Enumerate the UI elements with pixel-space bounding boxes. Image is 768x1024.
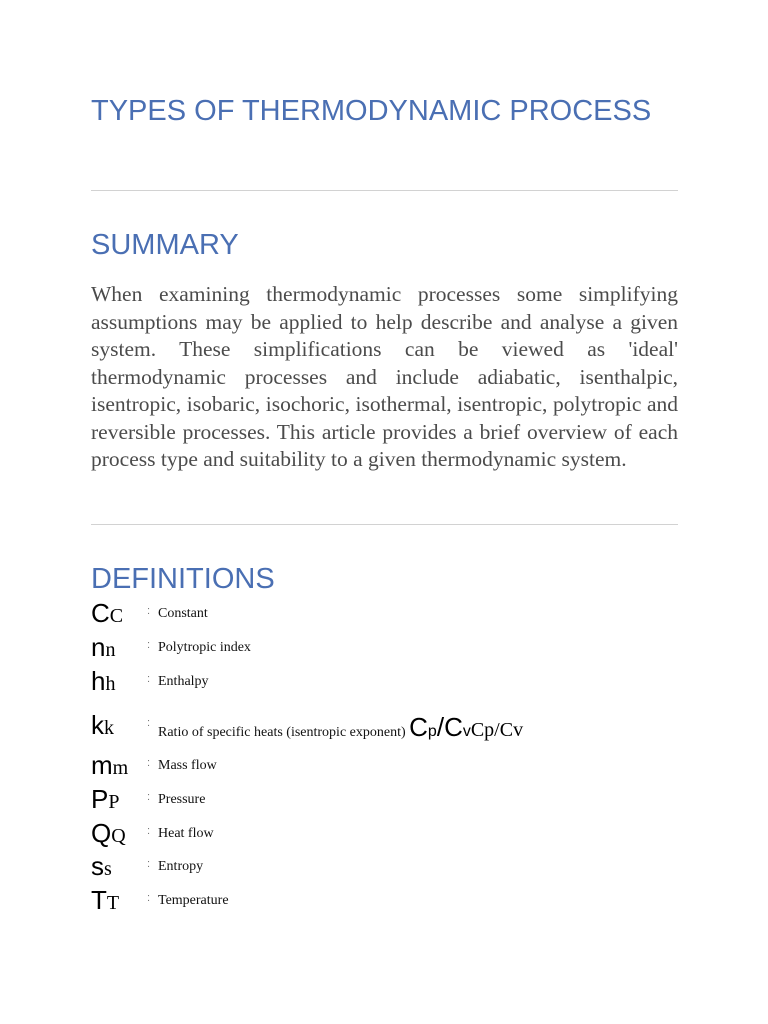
definition-description: Entropy	[158, 859, 204, 874]
definition-symbol: kk	[91, 710, 114, 740]
summary-paragraph: When examining thermodynamic processes some simplifying assumptions may be applied to help describe and analyse a given system. These simplifications can be viewed as 'ideal' thermodynamic processes and include adiabatic, isenthalpic, isentropic, isobaric, isochoric, isothermal, isentropic, polytropic and reversible processes. This article provides a brief overview of each process type and suitability to a given thermodynamic system.	[91, 282, 678, 471]
definition-description: Enthalpy	[158, 674, 209, 689]
definition-description: Temperature	[158, 893, 229, 908]
definition-separator: :	[147, 858, 151, 870]
definition-separator: :	[147, 791, 151, 803]
definition-symbol: QQ	[91, 818, 126, 848]
definition-symbol: CC	[91, 598, 124, 628]
definition-separator: :	[147, 892, 151, 904]
definitions-heading: DEFINITIONS	[91, 563, 275, 595]
definition-row-p	[91, 782, 691, 816]
definition-separator: :	[147, 757, 151, 769]
definition-row-m	[91, 748, 691, 782]
definition-symbol: hh	[91, 666, 116, 696]
definition-row-t	[91, 883, 691, 917]
definition-separator: :	[147, 605, 151, 617]
definition-description: Ratio of specific heats (isentropic exponent) Cp/CvCp/Cv	[158, 712, 524, 742]
cp-cv-formula-alt: Cp/Cv	[470, 719, 524, 741]
definition-row-s	[91, 849, 691, 883]
definition-separator: :	[147, 673, 151, 685]
definition-row-q	[91, 816, 691, 850]
definition-separator: :	[147, 639, 151, 651]
cp-cv-formula: Cp/Cv	[409, 712, 471, 742]
definition-row-k	[91, 708, 691, 742]
definition-row-h	[91, 664, 691, 698]
definition-description: Polytropic index	[158, 640, 251, 655]
definition-description: Pressure	[158, 792, 206, 807]
definition-row-n	[91, 630, 691, 664]
definition-separator: :	[147, 717, 151, 729]
horizontal-divider	[91, 190, 678, 191]
definition-symbol: PP	[91, 784, 120, 814]
definition-symbol: nn	[91, 632, 116, 662]
definition-symbol: mm	[91, 750, 129, 780]
definition-description: Heat flow	[158, 826, 214, 841]
definition-description: Constant	[158, 606, 208, 621]
definition-description: Mass flow	[158, 758, 217, 773]
page-title: TYPES OF THERMODYNAMIC PROCESS	[91, 95, 652, 127]
definition-symbol: TT	[91, 885, 120, 915]
definition-row-c	[91, 596, 691, 630]
horizontal-divider	[91, 524, 678, 525]
definition-separator: :	[147, 825, 151, 837]
definition-symbol: ss	[91, 851, 112, 881]
summary-heading: SUMMARY	[91, 229, 239, 261]
